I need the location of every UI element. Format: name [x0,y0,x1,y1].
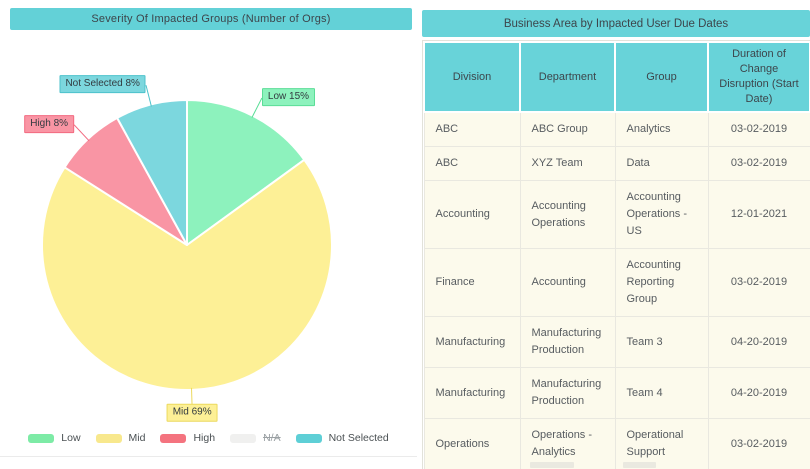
pie-callout-not-selected: Not Selected 8% [59,75,146,93]
legend-item-n-a[interactable] [230,432,281,444]
legend-swatch-icon [96,434,122,443]
table-row [424,317,810,368]
column-header-duration-of: Duration of Change Disruption (Start Date) [708,42,810,112]
legend-label: High [193,432,216,444]
table-row [424,181,810,249]
cell-group: Analytics [615,112,708,147]
table-title: Business Area by Impacted User Due Dates [503,17,729,30]
cell-start-date: 04-20-2019 [708,368,810,419]
cell-department: ABC Group [520,112,615,147]
chart-title-bar [10,8,412,30]
cell-division: Manufacturing [424,317,520,368]
legend-item-mid[interactable] [96,432,146,444]
legend-item-high[interactable] [160,432,215,444]
cell-group: Operational Support [615,419,708,469]
pie-callout-high: High 8% [24,115,74,133]
cell-start-date: 12-01-2021 [708,181,810,249]
legend-swatch-icon [28,434,54,443]
cell-group: Team 4 [615,368,708,419]
legend-label: Not Selected [328,432,389,444]
legend-label: N/A [263,432,281,444]
column-header-group: Group [615,42,708,112]
table-row [424,147,810,181]
cell-division: Finance [424,249,520,317]
cell-division: ABC [424,147,520,181]
cell-start-date: 04-20-2019 [708,317,810,368]
chart-title: Severity Of Impacted Groups (Number of Orgs) [91,13,331,25]
column-header-division: Division [424,42,520,112]
table-row [424,419,810,469]
clipped-text-fragment [623,462,656,468]
legend-item-low[interactable] [28,432,80,444]
pie-callout-line-high [74,125,89,141]
cell-start-date: 03-02-2019 [708,147,810,181]
cell-start-date: 03-02-2019 [708,249,810,317]
cell-start-date: 03-02-2019 [708,419,810,469]
business-area-table [423,41,810,469]
cell-division: Operations [424,419,520,469]
table-wrap [422,40,810,469]
legend-label: Mid [128,432,146,444]
legend-label: Low [61,432,81,444]
cell-department: XYZ Team [520,147,615,181]
clipped-text-fragment [530,462,574,468]
legend-item-not-selected[interactable] [296,432,389,444]
table-row [424,112,810,147]
cell-division: ABC [424,112,520,147]
cell-department: Accounting Operations [520,181,615,249]
cell-division: Accounting [424,181,520,249]
cell-group: Accounting Reporting Group [615,249,708,317]
cell-department: Manufacturing Production [520,317,615,368]
table-row [424,368,810,419]
pie-callout-mid: Mid 69% [167,404,218,422]
table-row [424,249,810,317]
table-title-bar [422,10,810,37]
table-header-row [424,42,810,112]
pie-callout-low: Low 15% [262,88,315,106]
legend-swatch-icon [296,434,322,443]
cell-department: Operations - Analytics [520,419,615,469]
cell-department: Accounting [520,249,615,317]
legend-swatch-icon [230,434,256,443]
cell-department: Manufacturing Production [520,368,615,419]
business-area-table-panel [422,10,810,469]
cell-group: Accounting Operations - US [615,181,708,249]
cell-group: Team 3 [615,317,708,368]
chart-legend [0,430,417,446]
pie-callout-line-not-selected [146,85,151,106]
column-header-department: Department [520,42,615,112]
legend-swatch-icon [160,434,186,443]
cell-division: Manufacturing [424,368,520,419]
cell-group: Data [615,147,708,181]
cell-start-date: 03-02-2019 [708,112,810,147]
pie-callout-line-low [252,98,262,118]
